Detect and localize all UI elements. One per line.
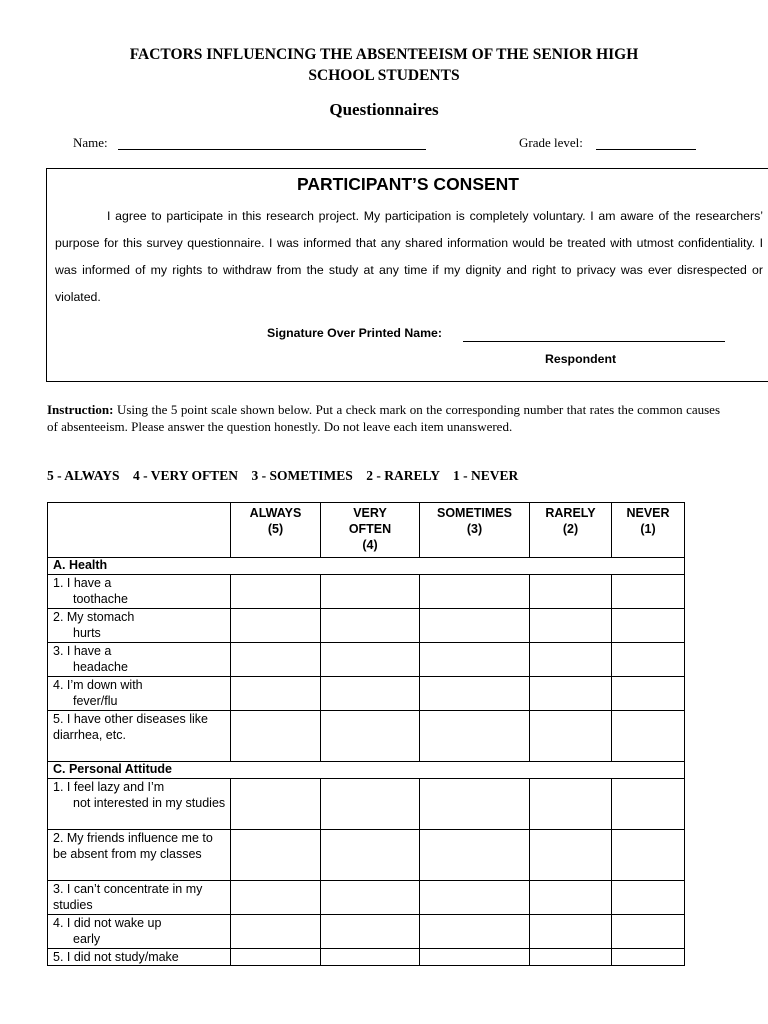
rating-cell[interactable] [321, 643, 420, 677]
rating-cell[interactable] [612, 575, 685, 609]
column-header: SOMETIMES (3) [420, 503, 530, 558]
rating-cell[interactable] [420, 830, 530, 881]
instruction-text: Using the 5 point scale shown below. Put a check mark on the corresponding number that rates the common causes of absenteeism. Please answer the question honestly. Do not leave each item unanswered. [47, 402, 720, 434]
rating-cell[interactable] [530, 779, 612, 830]
rating-cell[interactable] [420, 881, 530, 915]
rating-cell[interactable] [420, 575, 530, 609]
rating-cell[interactable] [530, 609, 612, 643]
rating-cell[interactable] [321, 575, 420, 609]
rating-cell[interactable] [530, 711, 612, 762]
rating-cell[interactable] [612, 609, 685, 643]
table-row [48, 711, 685, 762]
rating-cell[interactable] [530, 949, 612, 966]
rating-cell[interactable] [420, 949, 530, 966]
document-title [0, 44, 768, 86]
rating-scale: 5 - ALWAYS 4 - VERY OFTEN 3 - SOMETIMES 2 - RARELY 1 - NEVER [47, 468, 519, 483]
rating-cell[interactable] [321, 609, 420, 643]
rating-cell[interactable] [530, 830, 612, 881]
table-row [48, 949, 685, 966]
consent-text [55, 203, 763, 311]
rating-cell[interactable] [231, 915, 321, 949]
item-text: 1. I have a toothache [48, 575, 231, 609]
rating-cell[interactable] [530, 677, 612, 711]
table-row [48, 575, 685, 609]
rating-cell[interactable] [420, 779, 530, 830]
consent-paragraph: I agree to participate in this research project. My participation is completely voluntary. I am aware of the researchers’ purpose for this survey questionnaire. I was informed that any shared information would be treated with utmost confidentiality. I was informed of my rights to withdraw from the study at any time if my dignity and right to privacy was ever disrespected or violated. [55, 209, 763, 304]
column-header: RARELY (2) [530, 503, 612, 558]
rating-cell[interactable] [530, 881, 612, 915]
table-row [48, 915, 685, 949]
rating-cell[interactable] [321, 830, 420, 881]
column-header: VERY OFTEN (4) [321, 503, 420, 558]
rating-cell[interactable] [231, 830, 321, 881]
section-health: A. Health [48, 558, 685, 575]
grade-level-field[interactable] [596, 149, 696, 150]
rating-cell[interactable] [530, 575, 612, 609]
rating-cell[interactable] [231, 881, 321, 915]
survey-table [47, 502, 685, 966]
table-row [48, 609, 685, 643]
rating-cell[interactable] [231, 711, 321, 762]
rating-cell[interactable] [321, 711, 420, 762]
instruction-label: Instruction: [47, 402, 114, 417]
header-item-cell [48, 503, 231, 558]
rating-cell[interactable] [321, 949, 420, 966]
rating-cell[interactable] [231, 609, 321, 643]
rating-cell[interactable] [420, 915, 530, 949]
item-text: 2. My friends influence me to be absent from my classes [48, 830, 231, 881]
table-row [48, 643, 685, 677]
rating-cell[interactable] [231, 779, 321, 830]
table-row [48, 677, 685, 711]
section-row [48, 558, 685, 575]
item-text: 1. I feel lazy and I’m not interested in my studies [48, 779, 231, 830]
rating-cell[interactable] [612, 949, 685, 966]
rating-cell[interactable] [231, 677, 321, 711]
rating-cell[interactable] [420, 609, 530, 643]
consent-title: PARTICIPANT’S CONSENT [297, 174, 519, 194]
item-text: 4. I did not wake up early [48, 915, 231, 949]
column-header: ALWAYS (5) [231, 503, 321, 558]
rating-cell[interactable] [420, 677, 530, 711]
name-field[interactable] [118, 149, 426, 150]
rating-cell[interactable] [231, 575, 321, 609]
column-header: NEVER (1) [612, 503, 685, 558]
table-row [48, 881, 685, 915]
rating-cell[interactable] [612, 779, 685, 830]
rating-cell[interactable] [530, 915, 612, 949]
signature-label: Signature Over Printed Name: [267, 326, 442, 340]
table-header-row [48, 503, 685, 558]
rating-cell[interactable] [321, 915, 420, 949]
rating-cell[interactable] [420, 711, 530, 762]
rating-cell[interactable] [612, 643, 685, 677]
consent-box [46, 168, 768, 382]
item-text: 3. I can’t concentrate in my studies [48, 881, 231, 915]
instruction [47, 402, 720, 435]
table-row [48, 779, 685, 830]
title-line-1: FACTORS INFLUENCING THE ABSENTEEISM OF THE SENIOR HIGH [129, 46, 639, 63]
rating-cell[interactable] [612, 915, 685, 949]
item-text: 5. I have other diseases like diarrhea, etc. [48, 711, 231, 762]
rating-cell[interactable] [321, 677, 420, 711]
item-text: 4. I’m down with fever/flu [48, 677, 231, 711]
name-label: Name: [73, 135, 108, 150]
title-line-2: SCHOOL STUDENTS [308, 67, 460, 84]
rating-cell[interactable] [612, 881, 685, 915]
rating-cell[interactable] [231, 949, 321, 966]
item-text: 2. My stomach hurts [48, 609, 231, 643]
signature-field[interactable] [463, 341, 725, 342]
table-row [48, 830, 685, 881]
rating-cell[interactable] [231, 643, 321, 677]
rating-cell[interactable] [612, 677, 685, 711]
rating-cell[interactable] [612, 830, 685, 881]
rating-cell[interactable] [612, 711, 685, 762]
document-subtitle: Questionnaires [329, 100, 439, 119]
item-text: 3. I have a headache [48, 643, 231, 677]
rating-cell[interactable] [321, 779, 420, 830]
section-personal-attitude: C. Personal Attitude [48, 762, 685, 779]
rating-cell[interactable] [321, 881, 420, 915]
rating-cell[interactable] [530, 643, 612, 677]
grade-level-label: Grade level: [519, 135, 583, 150]
section-row [48, 762, 685, 779]
item-text: 5. I did not study/make [48, 949, 231, 966]
respondent-label: Respondent [545, 352, 617, 366]
rating-cell[interactable] [420, 643, 530, 677]
